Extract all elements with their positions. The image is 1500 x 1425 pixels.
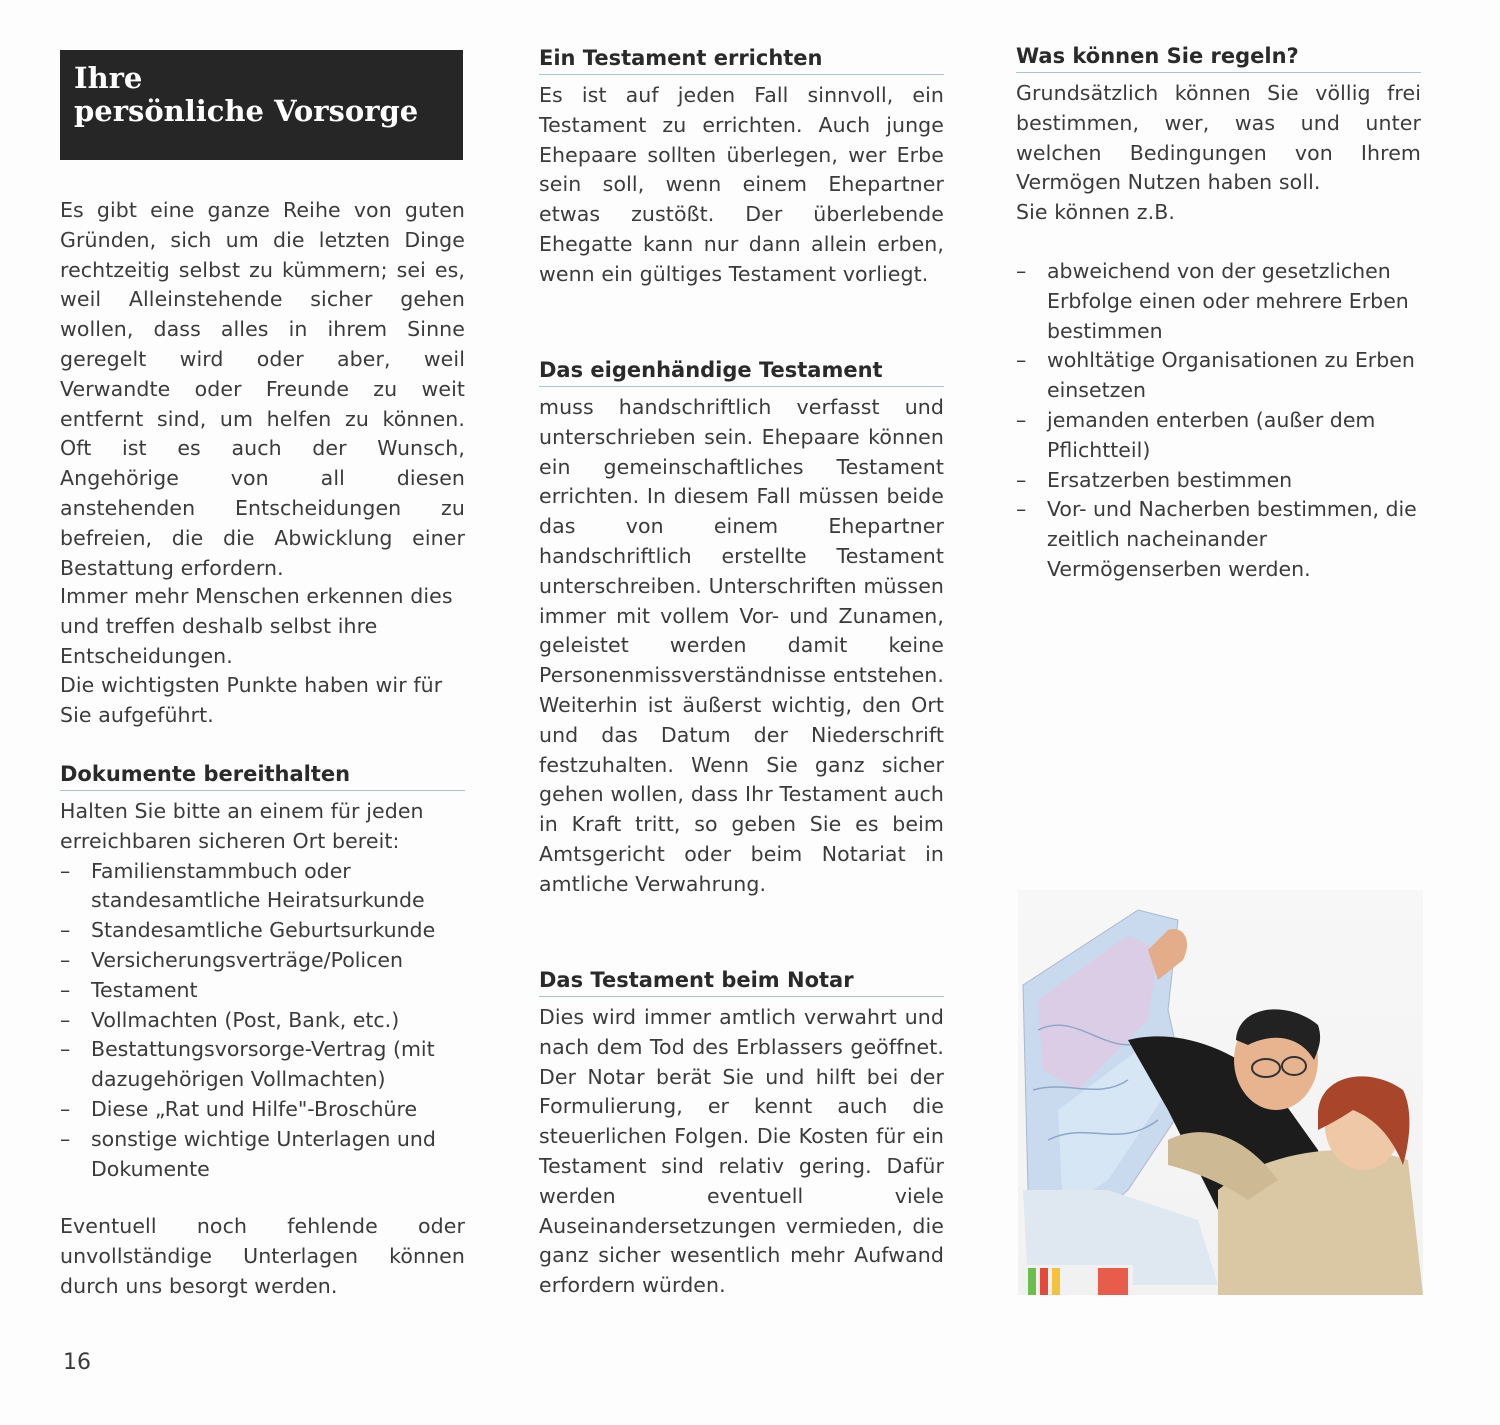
page-number: 16 [63,1350,91,1375]
page-title-line-1: Ihre [74,61,143,95]
regeln-list [1016,257,1421,585]
list-item: – Testament [60,976,465,1006]
notar-section [539,966,944,1301]
list-item: – Vor- und Nacherben bestimmen, die zeitlich nacheinander Vermögenserben werden. [1016,495,1421,584]
eigenhaendig-section [539,356,944,900]
dokumente-intro: Halten Sie bitte an einem für jeden erreichbaren sicheren Ort bereit: [60,799,424,853]
dokumente-outro: Eventuell noch fehlende oder unvollständige Unterlagen können durch uns besorgt werden. [60,1214,465,1298]
dokumente-section [60,760,465,1302]
photo-illustration [1018,890,1423,1295]
list-item: – jemanden enterben (außer dem Pflichtteil) [1016,406,1421,466]
list-item: – Bestattungsvorsorge-Vertrag (mit dazugehörigen Vollmachten) [60,1035,465,1095]
testament-text: Es ist auf jeden Fall sinnvoll, ein Testament zu errichten. Auch junge Ehepaare sollten überlegen, wer Erbe sein soll, wenn einem Ehepartner etwas zustößt. Der überlebende Ehegatte kann nur dann allein erben, wenn ein gültiges Testament vorliegt. [539,83,944,286]
map-legend-green [1028,1268,1036,1295]
regeln-heading: Was können Sie regeln? [1016,42,1421,73]
intro-paragraph-2: Immer mehr Menschen erkennen dies und treffen deshalb selbst ihre Entscheidungen. [60,584,453,668]
list-item: – Vollmachten (Post, Bank, etc.) [60,1006,465,1036]
list-item: – wohltätige Organisationen zu Erben einsetzen [1016,346,1421,406]
page-title-box [60,50,463,160]
eigenhaendig-text: muss handschriftlich verfasst und unterschrieben sein. Ehepaare können ein gemeinschaftliches Testament errichten. In diesem Fall müssen beide das von einem Ehepartner handschriftlich erstellte Testament unterschreiben. Unterschriften müssen immer mit vollem Vor- und Zunamen, geleistet werden damit keine Personenmissverständnisse entstehen. Weiterhin ist äußerst wichtig, den Ort und das Datum der Niederschrift festzuhalten. Wenn Sie ganz sicher gehen wollen, dass Ihr Testament auch in Kraft tritt, so geben Sie es beim Amtsgericht oder beim Notariat in amtliche Verwahrung. [539,395,944,896]
regeln-text: Grundsätzlich können Sie völlig frei bestimmen, wer, was und unter welchen Bedingungen von Ihrem Vermögen Nutzen haben soll. [1016,81,1421,195]
couple-with-map-photo [1018,890,1423,1295]
map-legend-red-block [1098,1268,1128,1295]
regeln-text-2: Sie können z.B. [1016,200,1175,225]
list-item: – Diese „Rat und Hilfe"-Broschüre [60,1095,465,1125]
testament-heading: Ein Testament errichten [539,44,944,75]
intro-paragraph-3: Die wichtigsten Punkte haben wir für Sie aufgeführt. [60,673,443,727]
regeln-section [1016,42,1421,585]
eigenhaendig-heading: Das eigenhändige Testament [539,356,944,387]
page-title-line-2: persönliche Vorsorge [74,94,419,128]
notar-text: Dies wird immer amtlich verwahrt und nach dem Tod des Erblassers geöffnet. Der Notar berät Sie und hilft bei der Formulierung, er kennt auch die steuerlichen Folgen. Die Kosten für ein Testament sind relativ gering. Dafür werden eventuell viele Auseinandersetzungen vermieden, die ganz sicher wesentlich mehr Aufwand erfordern würden. [539,1005,944,1298]
list-item: – Standesamtliche Geburtsurkunde [60,916,465,946]
intro-paragraph: Es gibt eine ganze Reihe von guten Gründen, sich um die letzten Dinge rechtzeitig selbst zu kümmern; sei es, weil Alleinstehende sicher gehen wollen, dass alles in ihrem Sinne geregelt wird oder aber, weil Verwandte oder Freunde zu weit entfernt sind, um helfen zu können. Oft ist es auch der Wunsch, Angehörige von all diesen anstehenden Entscheidungen zu befreien, die die Abwicklung einer Bestattung erfordern. [60,198,465,580]
dokumente-list [60,857,465,1185]
list-item: – abweichend von der gesetzlichen Erbfolge einen oder mehrere Erben bestimmen [1016,257,1421,346]
map-legend-yellow [1052,1268,1060,1295]
dokumente-heading: Dokumente bereithalten [60,760,465,791]
list-item: – sonstige wichtige Unterlagen und Dokumente [60,1125,465,1185]
map-legend-red [1040,1268,1048,1295]
list-item: – Familienstammbuch oder standesamtliche Heiratsurkunde [60,857,465,917]
list-item: – Ersatzerben bestimmen [1016,466,1421,496]
notar-heading: Das Testament beim Notar [539,966,944,997]
testament-section [539,44,944,290]
list-item: – Versicherungsverträge/Policen [60,946,465,976]
